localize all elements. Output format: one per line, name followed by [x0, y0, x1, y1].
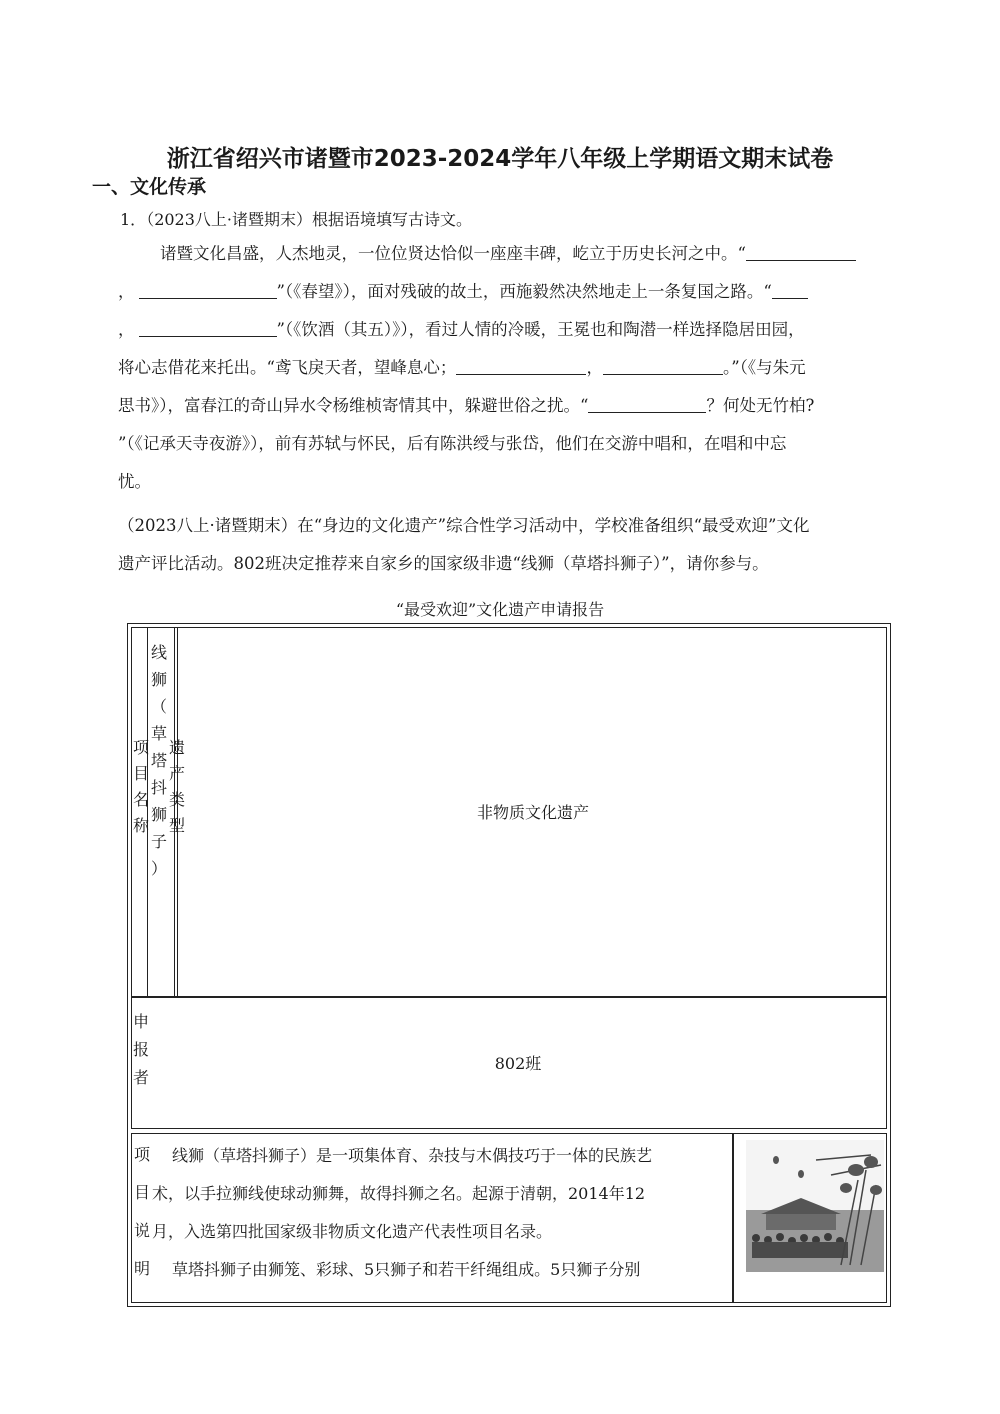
page-title: 浙江省绍兴市诸暨市2023-2024学年八年级上学期语文期末试卷 — [166, 146, 834, 172]
heritage-type-value: 非物质文化遗产 — [476, 803, 589, 822]
q2-line-2: 遗产评比活动。802班决定推荐来自家乡的国家级非遗“线狮（草塔抖狮子）”，请你参与。 — [118, 554, 769, 573]
value-char: 线 — [150, 643, 167, 662]
question-1-header — [120, 207, 472, 230]
project-name-label — [133, 740, 149, 834]
applicant-label — [133, 1014, 149, 1086]
value-char: 狮 — [150, 805, 167, 824]
description-line-3: 月，入选第四批国家级非物质文化遗产代表性项目名录。 — [152, 1222, 553, 1241]
label-char: 项 — [133, 738, 150, 757]
q1-text: ， — [118, 282, 135, 301]
lion-dance-photo — [746, 1140, 884, 1272]
label-char: 目 — [133, 764, 150, 783]
label-char: 项 — [133, 1145, 150, 1164]
question-source: （2023八上·诸暨期末） — [118, 516, 298, 535]
value-char: 子 — [150, 832, 167, 851]
label-char: 报 — [133, 1040, 150, 1059]
q1-text: ”（《饮酒（其五）》），看过人情的冷暖，王冕也和陶潜一样选择隐居田园， — [276, 320, 805, 339]
answer-blank-4[interactable] — [139, 316, 277, 337]
q1-text: ”（《春望》），面对残破的故土，西施毅然决然地走上一条复国之路。“ — [276, 282, 772, 301]
question-source: （2023八上·诸暨期末） — [146, 210, 312, 229]
value-char: 塔 — [150, 751, 167, 770]
value-char: 狮 — [150, 670, 167, 689]
answer-blank-2[interactable] — [139, 278, 277, 299]
applicant-value: 802班 — [494, 1054, 542, 1073]
answer-blank-3[interactable] — [772, 278, 808, 299]
q2-text: 在“身边的文化遗产”综合性学习活动中，学校准备组织“最受欢迎”文化 — [297, 516, 810, 535]
description-line-1: 线狮（草塔抖狮子）是一项集体育、杂技与木偶技巧于一体的民族艺 — [172, 1146, 653, 1165]
question-number: 1． — [120, 210, 147, 229]
q1-text: 。”（《与朱元 — [722, 358, 806, 377]
description-line-2: 术，以手拉狮线使球动狮舞，故得抖狮之名。起源于清朝，2014年12 — [152, 1184, 646, 1203]
q2-line-1 — [118, 507, 898, 545]
label-char: 名 — [133, 790, 150, 809]
label-char: 类 — [168, 790, 185, 809]
q1-line-3 — [118, 311, 898, 349]
section-heading: 一、文化传承 — [92, 176, 207, 198]
label-char: 称 — [133, 816, 150, 835]
table-caption: “最受欢迎”文化遗产申请报告 — [395, 600, 605, 619]
answer-blank-6[interactable] — [603, 354, 723, 375]
q1-line-4 — [118, 349, 898, 387]
label-char: 目 — [133, 1183, 150, 1202]
q1-line-2 — [118, 273, 898, 311]
description-line-4: 草塔抖狮子由狮笼、彩球、5只狮子和若干纤绳组成。5只狮子分别 — [172, 1260, 641, 1279]
label-char: 说 — [133, 1221, 150, 1240]
q1-text: 将心志借花来托出。“鸢飞戾天者，望峰息心； — [118, 358, 457, 377]
photo-illustration — [746, 1140, 884, 1272]
answer-blank-5[interactable] — [456, 354, 586, 375]
q1-line-6: ”（《记承天寺夜游》），前有苏轼与怀民，后有陈洪绶与张岱，他们在交游中唱和，在唱和中忘 — [118, 434, 787, 453]
description-label — [133, 1147, 151, 1277]
q1-line-5 — [118, 387, 898, 425]
q1-text: ？何处无竹柏? — [706, 396, 815, 415]
q1-text: ， — [118, 320, 135, 339]
value-char: 草 — [150, 724, 167, 743]
q1-text: ， — [586, 358, 603, 377]
answer-blank-1[interactable] — [746, 240, 856, 261]
answer-blank-7[interactable] — [588, 392, 706, 413]
q1-text: 思书》），富春江的奇山异水令杨维桢寄情其中，躲避世俗之扰。“ — [118, 396, 589, 415]
value-char: （ — [150, 697, 167, 716]
q1-text: 诸暨文化昌盛，人杰地灵，一位位贤达恰似一座座丰碑，屹立于历史长河之中。“ — [160, 244, 746, 263]
q1-line-7: 忧。 — [118, 472, 151, 491]
label-char: 申 — [133, 1012, 150, 1031]
label-char: 明 — [133, 1259, 150, 1278]
question-prompt: 根据语境填写古诗文。 — [312, 210, 473, 229]
value-char: 抖 — [150, 778, 167, 797]
project-name-value — [150, 645, 168, 877]
label-char: 遗 — [168, 738, 185, 757]
label-char: 者 — [133, 1068, 150, 1087]
value-char: ） — [150, 859, 167, 878]
label-char: 型 — [168, 816, 185, 835]
q1-line-1 — [160, 235, 900, 273]
label-char: 产 — [168, 764, 185, 783]
